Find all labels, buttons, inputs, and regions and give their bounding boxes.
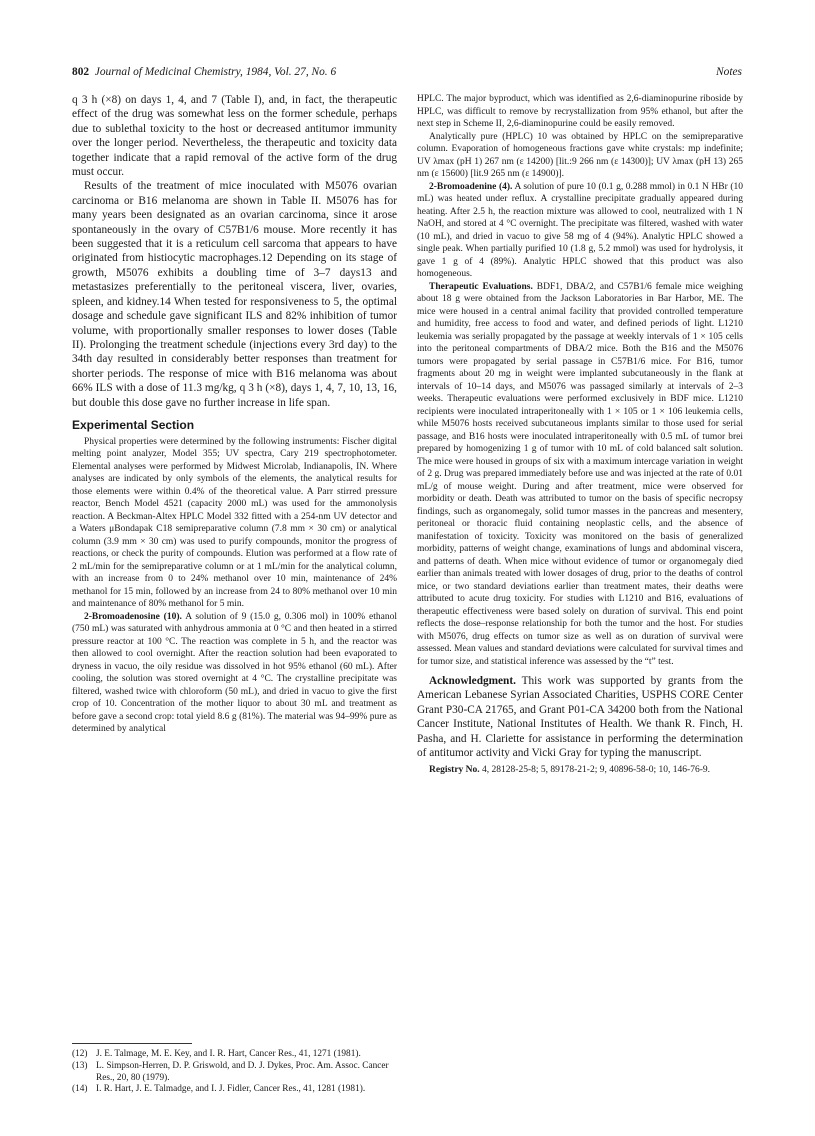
left-column [72,93,397,736]
bromoadenine-heading: 2-Bromoadenine (4). [429,181,513,192]
footnote-divider [72,1043,192,1044]
running-header [72,64,742,80]
footnotes [72,1049,397,1096]
journal-citation: Journal of Medicinal Chemistry, 1984, Vol. 27, No. 6 [94,66,337,78]
footnote-number: (13) [72,1060,88,1071]
section-label: Notes [716,66,742,78]
bromoadenine-text: A solution of pure 10 (0.1 g, 0.288 mmol) in 0.1 N HBr (10 mL) was heated under reflux. A crystalline precipitate gradually appeared during heating. After 2.5 h, the reaction mixture was allowed to cool, neutralized with 1 N NaOH, and stored at 4 °C overnight. The precipitate was filtered, washed with water (10 mL), and dried in vacuo to give 58 mg of 4 (94%). Analytic HPLC showed a single peak. When partially purified 10 (1.8 g, 5.2 mmol) was used for hydrolysis, it gave 1 g of 4 (89%). Analytic HPLC showed that this product was also homogeneous. [417,181,743,279]
footnote-text: L. Simpson-Herren, D. P. Griswold, and D. J. Dykes, Proc. Am. Assoc. Cancer Res., 20, 80 (1979). [96,1060,389,1083]
right-paragraph-3 [417,181,743,281]
left-paragraph-3: Physical properties were determined by the following instruments: Fischer digital melting point analyzer, Model 355; UV spectra, Cary 219 spectrophotometer. Elemental analyses were performed by Midwest Microlab, Indianapolis, IN. Where analyses are indicated by only symbols of the elements, the analytical results for those elements were within 0.4% of the theoretical value. A Parr stirred pressure reactor, Bench Model 4521 (capacity 2000 mL) was used for the ammonolysis reaction. A Beckman-Altex HPLC Model 332 fitted with a 254-nm UV detector and a Waters μBondapak C18 semipreparative column (7.8 mm × 30 cm) or analytical column (3.9 mm × 30 cm) was used to purify compounds, monitor the progress of reactions, or check the purity of compounds. Elution was performed at a flow rate of 2 mL/min for the semipreparative column or at 1 mL/min for the analytical column, with an increase from 0 to 24% methanol over 10 min, maintenance of 24% methanol for 15 min, followed by an increase from 24 to 80% methanol over 10 min and maintenance of 80% methanol for 5 min. [72,436,397,610]
footnote-text: J. E. Talmage, M. E. Key, and I. R. Hart, Cancer Res., 41, 1271 (1981). [96,1049,361,1059]
footnote-13 [72,1061,397,1085]
footnote-12 [72,1049,397,1061]
right-paragraph-6 [417,764,743,777]
right-column [417,93,743,777]
right-paragraph-4 [417,281,743,669]
bromoadenosine-heading: 2-Bromoadenosine (10). [84,611,182,622]
acknowledgment-heading: Acknowledgment. [429,675,516,687]
therapeutic-evaluations-heading: Therapeutic Evaluations. [429,281,533,292]
page-number: 802 [72,66,90,78]
right-paragraph-2: Analytically pure (HPLC) 10 was obtained by HPLC on the semipreparative column. Evaporation of homogeneous fractions gave white crystals: mp indefinite; UV λmax (pH 1) 267 nm (ε 14200) [lit.:9 266 nm (ε 14300)]; UV λmax (pH 13) 265 nm (ε 15600) [lit.9 265 nm (ε 14900)]. [417,131,743,179]
registry-text: 4, 28128-25-8; 5, 89178-21-2; 9, 40896-58-0; 10, 146-76-9. [479,765,711,776]
footnote-number: (14) [72,1084,88,1095]
left-paragraph-4 [72,611,397,736]
footnote-text: I. R. Hart, J. E. Talmadge, and I. J. Fidler, Cancer Res., 41, 1281 (1981). [96,1084,366,1095]
right-paragraph-1: HPLC. The major byproduct, which was identified as 2,6-diaminopurine riboside by HPLC, was difficult to remove by recrystallization from 95% ethanol, but after the next step in Scheme II, 2,6-diaminopurine could be easily removed. [417,94,743,129]
bromoadenosine-text: A solution of 9 (15.0 g, 0.306 mol) in 100% ethanol (750 mL) was saturated with anhydrous ammonia at 0 °C and then heated in a stirred pressure reactor at 100 °C. The reaction was complete in 5 h, and the reactor was then allowed to cool overnight. After the reaction solution had been evaporated to dryness in vacuo, the oily residue was dissolved in hot 95% ethanol (60 mL). After cooling, the solution was stored overnight at 4 °C. The crystalline precipitate was filtered, washed twice with chloroform (50 mL), and dried in vacuo to give the first crop of 10. Concentration of the mother liquor to about 30 mL and treatment as before gave a second crop: total yield 8.6 g (81%). The material was 94–99% pure as determined by analytical [72,611,397,735]
acknowledgment-text: This work was supported by grants from the American Lebanese Syrian Associated Charities, USPHS CORE Center Grant P30-CA 21765, and Grant P01-CA 34200 both from the National Cancer Institute, National Institutes of Health. We thank R. Finch, H. Pasha, and H. Clariette for assistance in performing the determination of antitumor activity and Vicki Gray for typing the manuscript. [417,675,743,760]
left-paragraph-1: q 3 h (×8) on days 1, 4, and 7 (Table I), and, in fact, the therapeutic effect of the drug was somewhat less on the former schedule, perhaps due to sublethal toxicity to the host or decreased antitumor immunity over the longer period. Nevertheless, the therapeutic and toxicity data together indicate that a rapid removal of the active form of the drug must occur. [72,94,397,179]
footnote-14 [72,1084,397,1096]
footnote-number: (12) [72,1049,88,1059]
registry-heading: Registry No. [429,765,480,776]
experimental-section-heading: Experimental Section [72,417,195,432]
header-left [72,64,336,80]
therapeutic-evaluations-text: BDF1, DBA/2, and C57B1/6 female mice weighing about 18 g were obtained from the Jackson Laboratories in Bar Harbor, ME. The mice were housed in a central animal facility that provided controlled temperature and humidity, free access to food and water, and defined periods of light. L1210 leukemia was serially propagated by the passage at weekly intervals of 1 × 105 cells into the peritoneal compartments of DBA/2 mice. Both the B16 and the M5076 tumors were propagated by serial passage in C57B1/6 mice. For B16, tumor fragments about 20 mg in weight were implanted subcutaneously in the flank at intervals of 10–14 days, and M5076 was passaged similarly at intervals of 2–3 weeks. Therapeutic evaluations were performed exclusively in BDF mice. L1210 recipients were inoculated intraperitoneally with 1 × 105 or 1 × 106 leukemia cells, while M5076 hosts received subcutaneous implants similar to those used for serial passage, and B16 hosts were inoculated intraperitoneally with 0.5 mL of tumor brei prepared by homogenizing 1 g of tumor with 10 mL of cold balanced salt solution. The mice were housed in groups of six with a maximum intercage variation in weight of 2 g. Drug was prepared immediately before use and was injected at the rate of 0.01 mL/g of mouse weight. During and after treatment, mice were observed for morbidity or death. Death was attributed to tumor on the basis of specific necropsy findings, such as organomegaly, solid tumor masses in the pancreas and mesentery, peritoneal or thoracic fluid containing neoplastic cells, and the absence of manifestation of toxicity. Toxicity was monitored on the basis of generalized morbidity, patterns of weight change, examinations of lungs and abdominal viscera, and patterns of death. When mice without evidence of tumor or organomegaly died earlier than animals treated with lower dosages of drug, prior to the deaths of control mice, or two standard deviations earlier than treatment mates, their deaths were attributed to acute drug toxicity. For studies with L1210 and B16, evaluations of therapeutic effectiveness were based solely on duration of survival. This end point reflects the dose–response relationship for both the tumor and the host. For studies with M5076, drug effects on tumor size as well as on duration of survival were assessed. Mean values and standard deviations were calculated for survival times and for tumor size, and statistical inference was assessed by the “t” test. [417,281,743,667]
left-paragraph-2: Results of the treatment of mice inoculated with M5076 ovarian carcinoma or B16 melanoma are shown in Table II. M5076 has for many years been designated as an ovarian carcinoma, since it arose spontaneously in the ovary of C57B1/6 mouse. More recently it has been suggested that it is a reticulum cell sarcoma that appears to have originated from histiocytic macrophages.12 Depending on its stage of growth, M5076 exhibits a doubling time of 3–7 days13 and metastasizes preferentially to the peritoneal viscera, liver, ovaries, spleen, and kidney.14 When tested for responsiveness to 5, the optimal dosage and schedule gave significant ILS and 82% inhibition of tumor volume, with proportionally smaller responses to lower doses (Table II). Prolonging the treatment schedule (injections every 3rd day) to the 34th day resulted in considerably better responses than treatment for shorter periods. The response of mice with B16 melanoma was about 66% ILS with a dose of 11.3 mg/kg, q 3 h (×8), days 1, 4, 7, 10, 13, 16, but double this dose gave no further increase in life span. [72,180,397,409]
right-paragraph-5 [417,674,743,760]
